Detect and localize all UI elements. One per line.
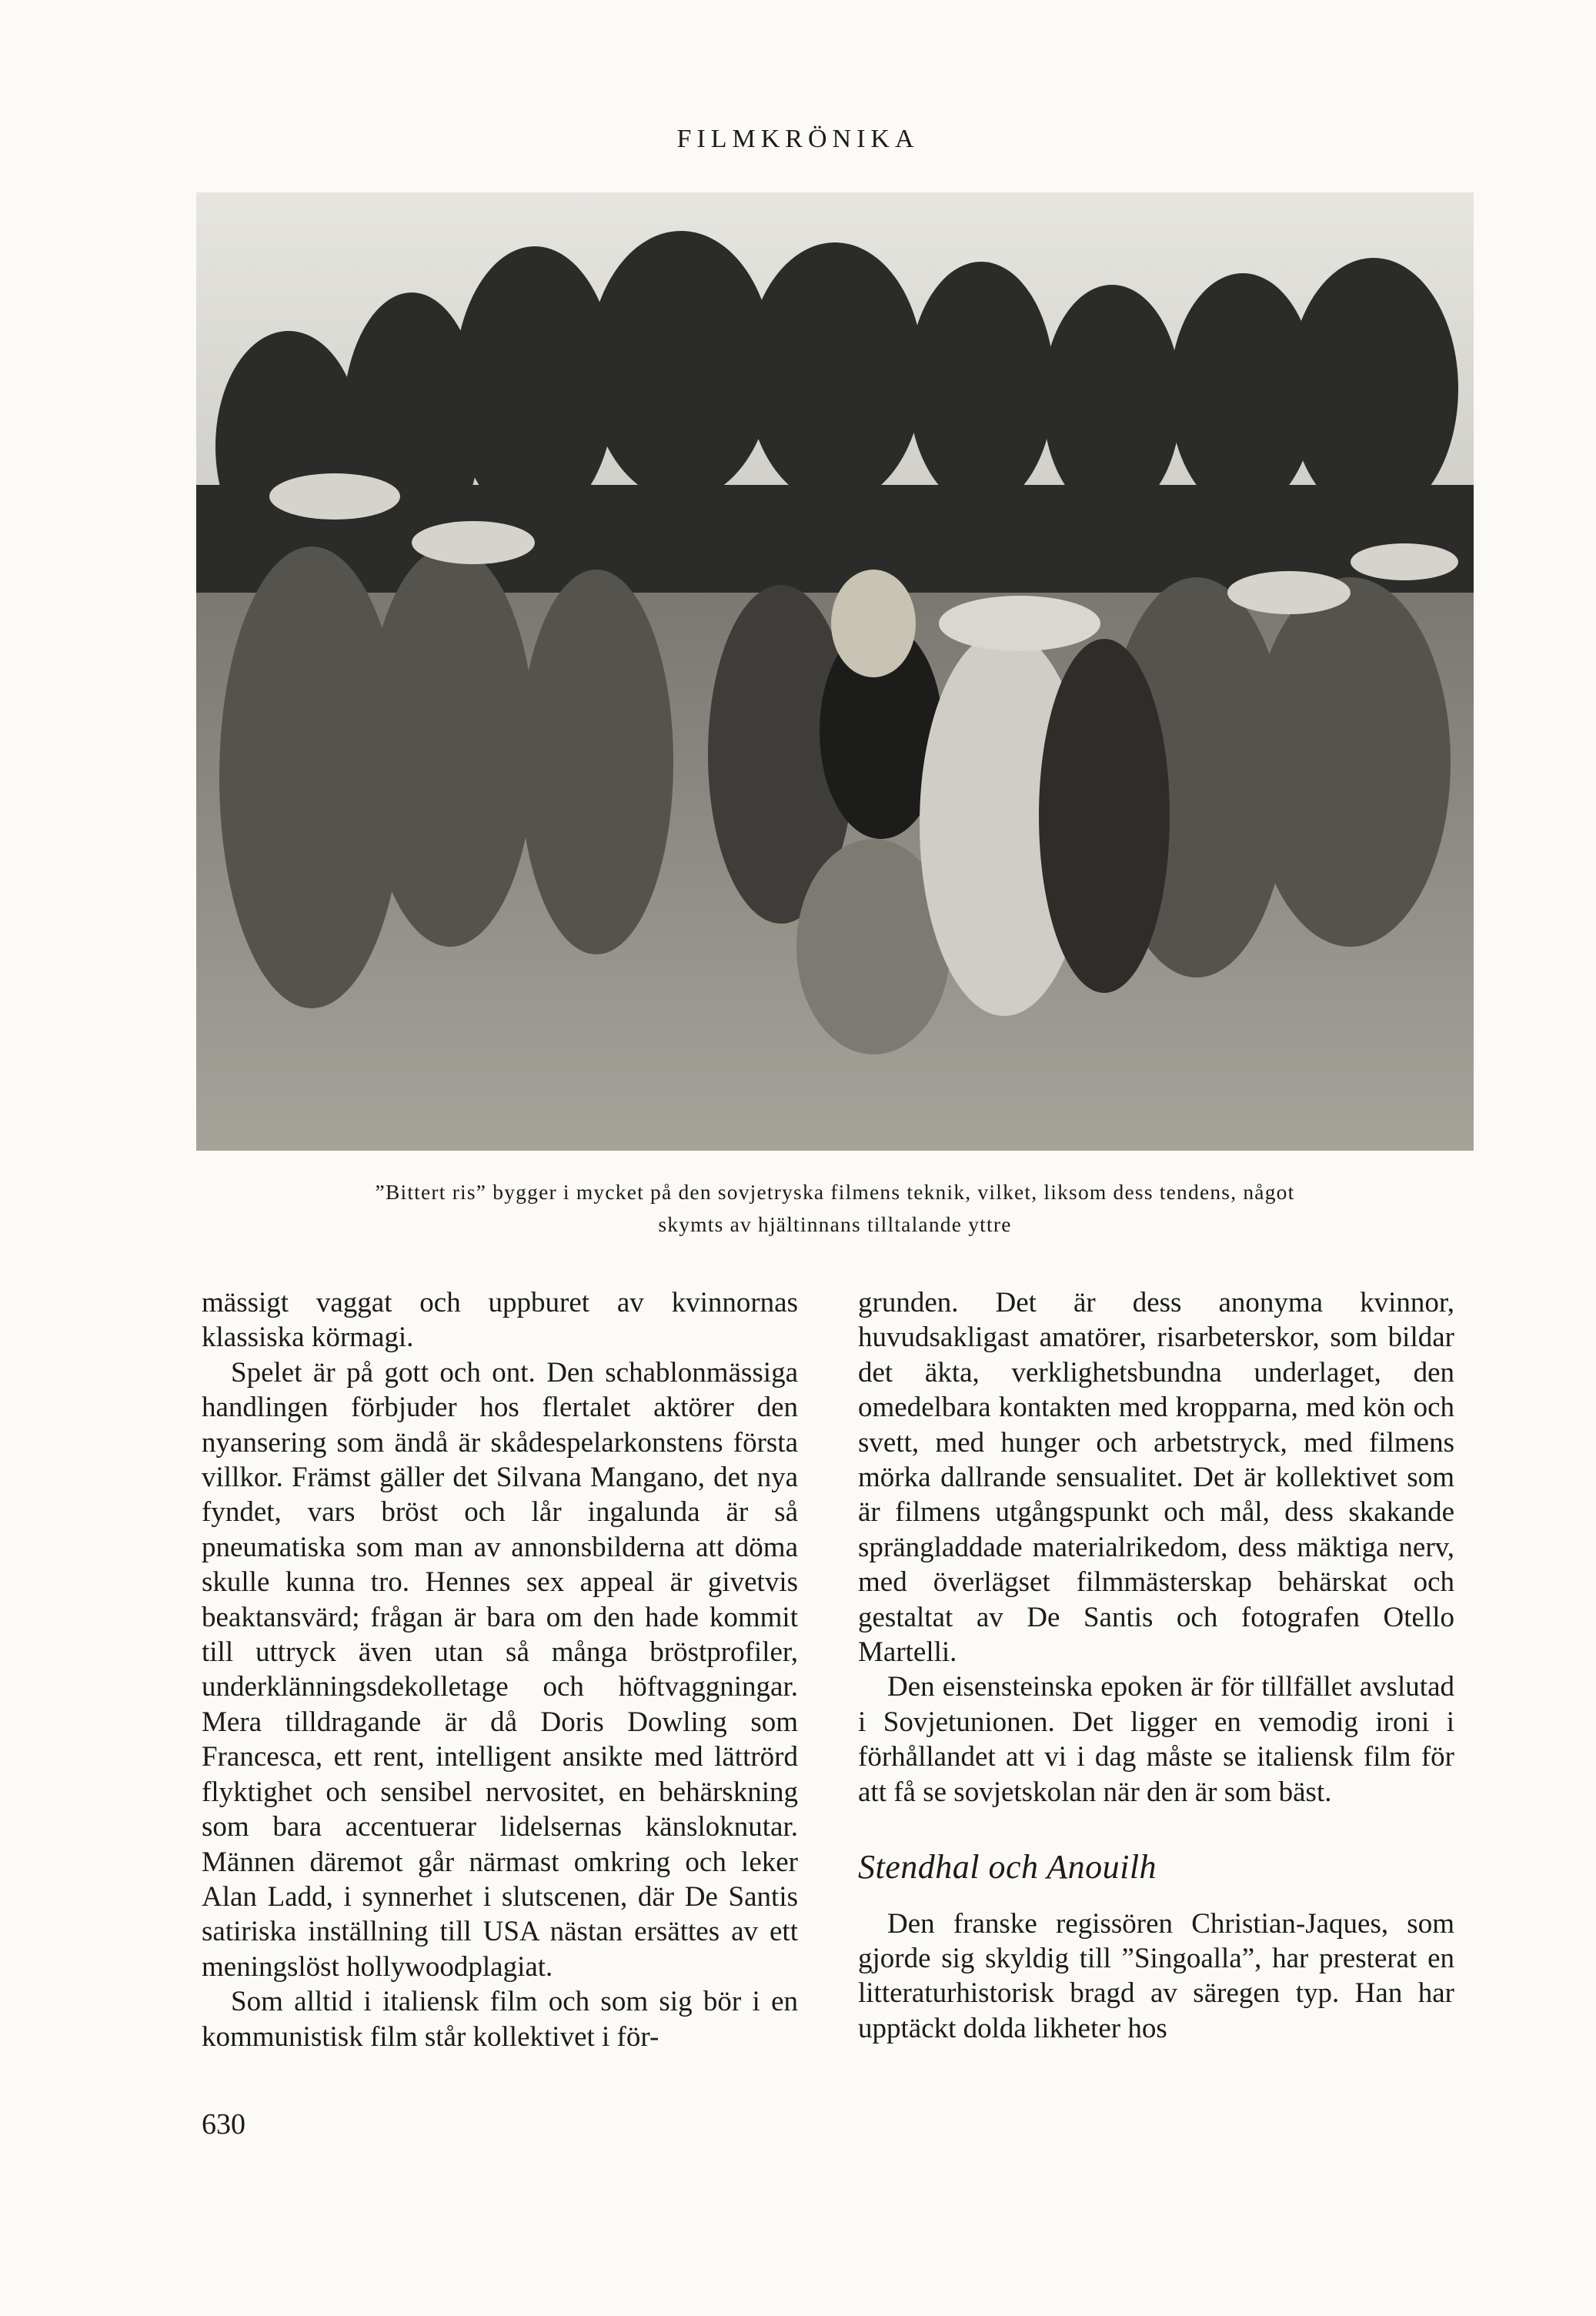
paragraph: Den franske regissören Christian-Jaques, som gjorde sig skyldig till ”Singoalla”, har presterat en litteraturhistorisk bragd av säregen typ. Han har upptäckt dolda likheter hos (858, 1907, 1454, 2044)
photo-illustration (196, 192, 1474, 1151)
section-heading: Stendhal och Anouilh (858, 1848, 1157, 1887)
right-column (858, 1285, 1454, 2046)
film-still-photo (196, 192, 1474, 1151)
paragraph: Den eisensteinska epoken är för tillfället avslutad i Sovjetunionen. Det ligger en vemodig ironi i förhållandet att vi i dag måste se italiensk film för att få se sovjetskolan när den är som bäst. (858, 1671, 1454, 1808)
left-column (202, 1285, 798, 2054)
paragraph: grunden. Det är dess anonyma kvinnor, huvudsakligast amatörer, risarbeterskor, som bildar det äkta, verklighetsbundna underlaget, den omedelbara kontakten med kropparna, med kön och svett, med hunger och arbetstryck, med filmens mörka dallrande sensualitet. Det är kollektivet som är filmens utgångspunkt och mål, dess skakande sprängladdade materialrikedom, dess mäktiga nerv, med överlägset filmmästerskap behärskat och gestaltat av De Santis och fotografen Otello Martelli. (858, 1287, 1454, 1669)
paragraph: mässigt vaggat och uppburet av kvinnornas klassiska körmagi. (202, 1287, 798, 1354)
caption-line: ”Bittert ris” bygger i mycket på den sovjetryska filmens teknik, vilket, liksom dess tendens, något (375, 1180, 1295, 1204)
photo-caption (196, 1176, 1474, 1241)
paragraph: Spelet är på gott och ont. Den schablonmässiga handlingen förbjuder hos flertalet aktörer den nyansering som ändå är skådespelarkonstens första villkor. Främst gäller det Silvana Mangano, det nya fyndet, vars bröst och lår ingalunda är så pneumatiska som man av annonsbilderna att döma skulle kunna tro. Hennes sex appeal är givetvis beaktansvärd; frågan är bara om den hade kommit till uttryck även utan så många bröstprofiler, underklänningsdekolletage och höftvaggningar. Mera tilldragande är då Doris Dowling som Francesca, ett rent, intelligent ansikte med lättrörd flyktighet och sensibel nervositet, en behärskning som bara accentuerar lidelsernas känsloknutar. Männen däremot går närmast omkring och leker Alan Ladd, i synnerhet i slutscenen, där De Santis satiriska inställning till USA nästan ersättes av ett meningslöst hollywoodplagiat. (202, 1356, 798, 1983)
paragraph: Som alltid i italiensk film och som sig bör i en kommunistisk film står kollektivet i för- (202, 1986, 798, 2053)
page-number: 630 (202, 2108, 245, 2141)
caption-line: skymts av hjältinnans tilltalande yttre (658, 1212, 1012, 1236)
running-head: FILMKRÖNIKA (676, 125, 920, 153)
